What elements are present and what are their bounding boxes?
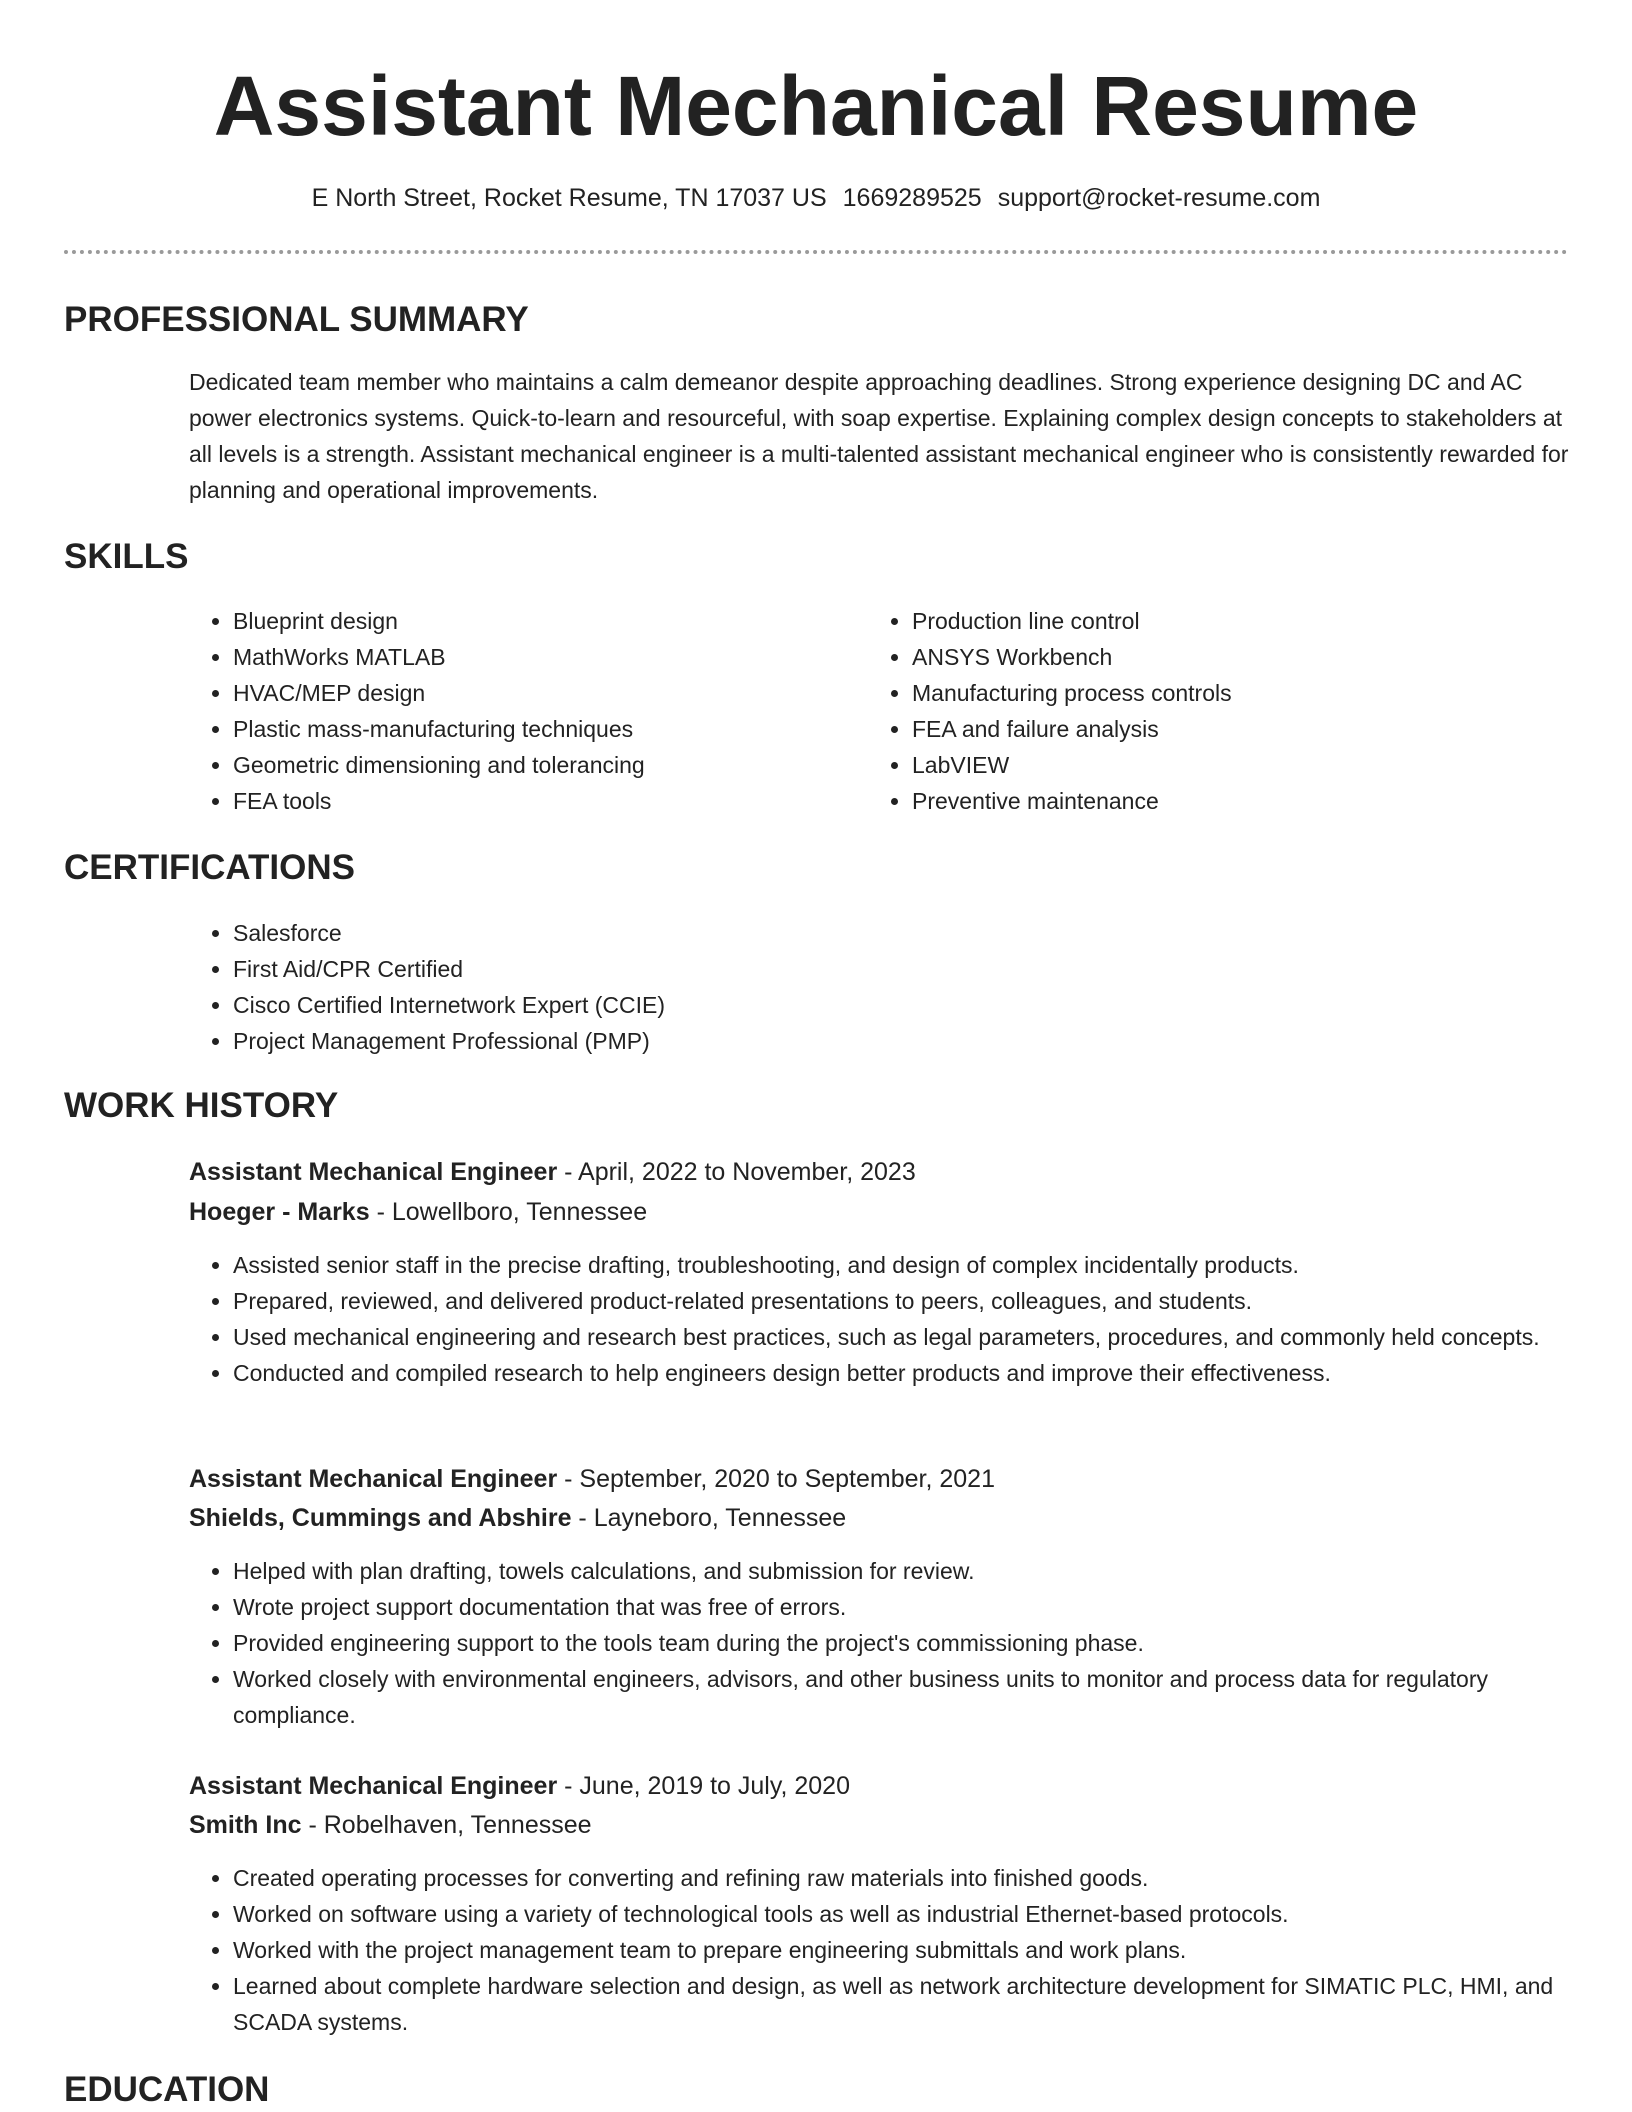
list-item: • Provided engineering support to the tools team during the project's commissioning phase. bbox=[233, 1625, 1613, 1661]
list-item: • FEA and failure analysis bbox=[912, 711, 1552, 747]
contact-address: E North Street, Rocket Resume, TN 17037 US bbox=[311, 184, 827, 212]
skills-list-right bbox=[868, 603, 1552, 819]
job-location: - Robelhaven, Tennessee bbox=[301, 1811, 592, 1839]
list-item: • Manufacturing process controls bbox=[912, 675, 1552, 711]
list-item: • Plastic mass-manufacturing techniques bbox=[233, 711, 853, 747]
job-dates: - April, 2022 to November, 2023 bbox=[557, 1158, 916, 1186]
summary-text: Dedicated team member who maintains a calm demeanor despite approaching deadlines. Strong experience designing DC and AC power electronics systems. Quick-to-learn and resourceful, with soap expertise. Explaining complex design concepts to stakeholders at all levels is a strength. Assistant mechanical engineer is a multi-talented assistant mechanical engineer who is consistently rewarded for planning and operational improvements. bbox=[189, 369, 1569, 503]
contact-phone: 1669289525 bbox=[842, 184, 982, 212]
list-item: • Worked on software using a variety of technological tools as well as industrial Ethernet-based protocols. bbox=[233, 1896, 1613, 1932]
job-title: Assistant Mechanical Engineer bbox=[189, 1772, 558, 1800]
job-dates: - June, 2019 to July, 2020 bbox=[557, 1772, 850, 1800]
list-item: • Helped with plan drafting, towels calculations, and submission for review. bbox=[233, 1553, 1613, 1589]
job-title-line bbox=[189, 1153, 916, 1191]
list-item: • FEA tools bbox=[233, 783, 853, 819]
job-title-line bbox=[189, 1767, 850, 1805]
job-company-line bbox=[189, 1499, 846, 1537]
job-dates: - September, 2020 to September, 2021 bbox=[557, 1465, 995, 1493]
certifications-heading: CERTIFICATIONS bbox=[64, 848, 356, 887]
job-bullets bbox=[189, 1860, 1613, 2040]
list-item: • Prepared, reviewed, and delivered product-related presentations to peers, colleagues, and students. bbox=[233, 1283, 1613, 1319]
list-item: • HVAC/MEP design bbox=[233, 675, 853, 711]
job-title-line bbox=[189, 1460, 995, 1498]
list-item: • Geometric dimensioning and tolerancing bbox=[233, 747, 853, 783]
skills-list-left bbox=[189, 603, 853, 819]
education-heading: EDUCATION bbox=[64, 2070, 270, 2109]
list-item: • First Aid/CPR Certified bbox=[233, 951, 1533, 987]
contact-line bbox=[0, 180, 1632, 216]
list-item: • Worked with the project management team to prepare engineering submittals and work plans. bbox=[233, 1932, 1613, 1968]
job-location: - Layneboro, Tennessee bbox=[571, 1504, 847, 1532]
list-item: • Used mechanical engineering and research best practices, such as legal parameters, procedures, and commonly held concepts. bbox=[233, 1319, 1613, 1355]
list-item: • LabVIEW bbox=[912, 747, 1552, 783]
list-item: • Cisco Certified Internetwork Expert (CCIE) bbox=[233, 987, 1533, 1023]
summary-heading: PROFESSIONAL SUMMARY bbox=[64, 300, 529, 339]
job-location: - Lowellboro, Tennessee bbox=[369, 1198, 648, 1226]
job-company: Hoeger - Marks bbox=[189, 1198, 370, 1226]
list-item: • Assisted senior staff in the precise drafting, troubleshooting, and design of complex incidentally products. bbox=[233, 1247, 1613, 1283]
work-history-heading: WORK HISTORY bbox=[64, 1086, 339, 1125]
list-item: • Project Management Professional (PMP) bbox=[233, 1023, 1533, 1059]
resume-title: Assistant Mechanical Resume bbox=[213, 59, 1419, 153]
contact-email[interactable]: support@rocket-resume.com bbox=[997, 184, 1321, 212]
list-item: • Salesforce bbox=[233, 915, 1533, 951]
certifications-list bbox=[189, 915, 1533, 1059]
list-item: • Worked closely with environmental engineers, advisors, and other business units to monitor and process data for regulatory compliance. bbox=[233, 1661, 1613, 1733]
job-company-line bbox=[189, 1193, 647, 1231]
job-company-line bbox=[189, 1806, 592, 1844]
job-bullets bbox=[189, 1553, 1613, 1733]
list-item: • Created operating processes for converting and refining raw materials into finished goods. bbox=[233, 1860, 1613, 1896]
job-company: Smith Inc bbox=[189, 1811, 302, 1839]
list-item: • Conducted and compiled research to help engineers design better products and improve their effectiveness. bbox=[233, 1355, 1613, 1391]
list-item: • Blueprint design bbox=[233, 603, 853, 639]
list-item: • MathWorks MATLAB bbox=[233, 639, 853, 675]
job-company: Shields, Cummings and Abshire bbox=[189, 1504, 572, 1532]
list-item: • Production line control bbox=[912, 603, 1552, 639]
job-bullets bbox=[189, 1247, 1613, 1391]
list-item: • ANSYS Workbench bbox=[912, 639, 1552, 675]
skills-heading: SKILLS bbox=[64, 537, 189, 576]
header-divider bbox=[64, 250, 1568, 254]
list-item: • Wrote project support documentation that was free of errors. bbox=[233, 1589, 1613, 1625]
job-title: Assistant Mechanical Engineer bbox=[189, 1158, 558, 1186]
list-item: • Learned about complete hardware selection and design, as well as network architecture development for SIMATIC PLC, HMI, and SCADA systems. bbox=[233, 1968, 1613, 2040]
list-item: • Preventive maintenance bbox=[912, 783, 1552, 819]
job-title: Assistant Mechanical Engineer bbox=[189, 1465, 558, 1493]
